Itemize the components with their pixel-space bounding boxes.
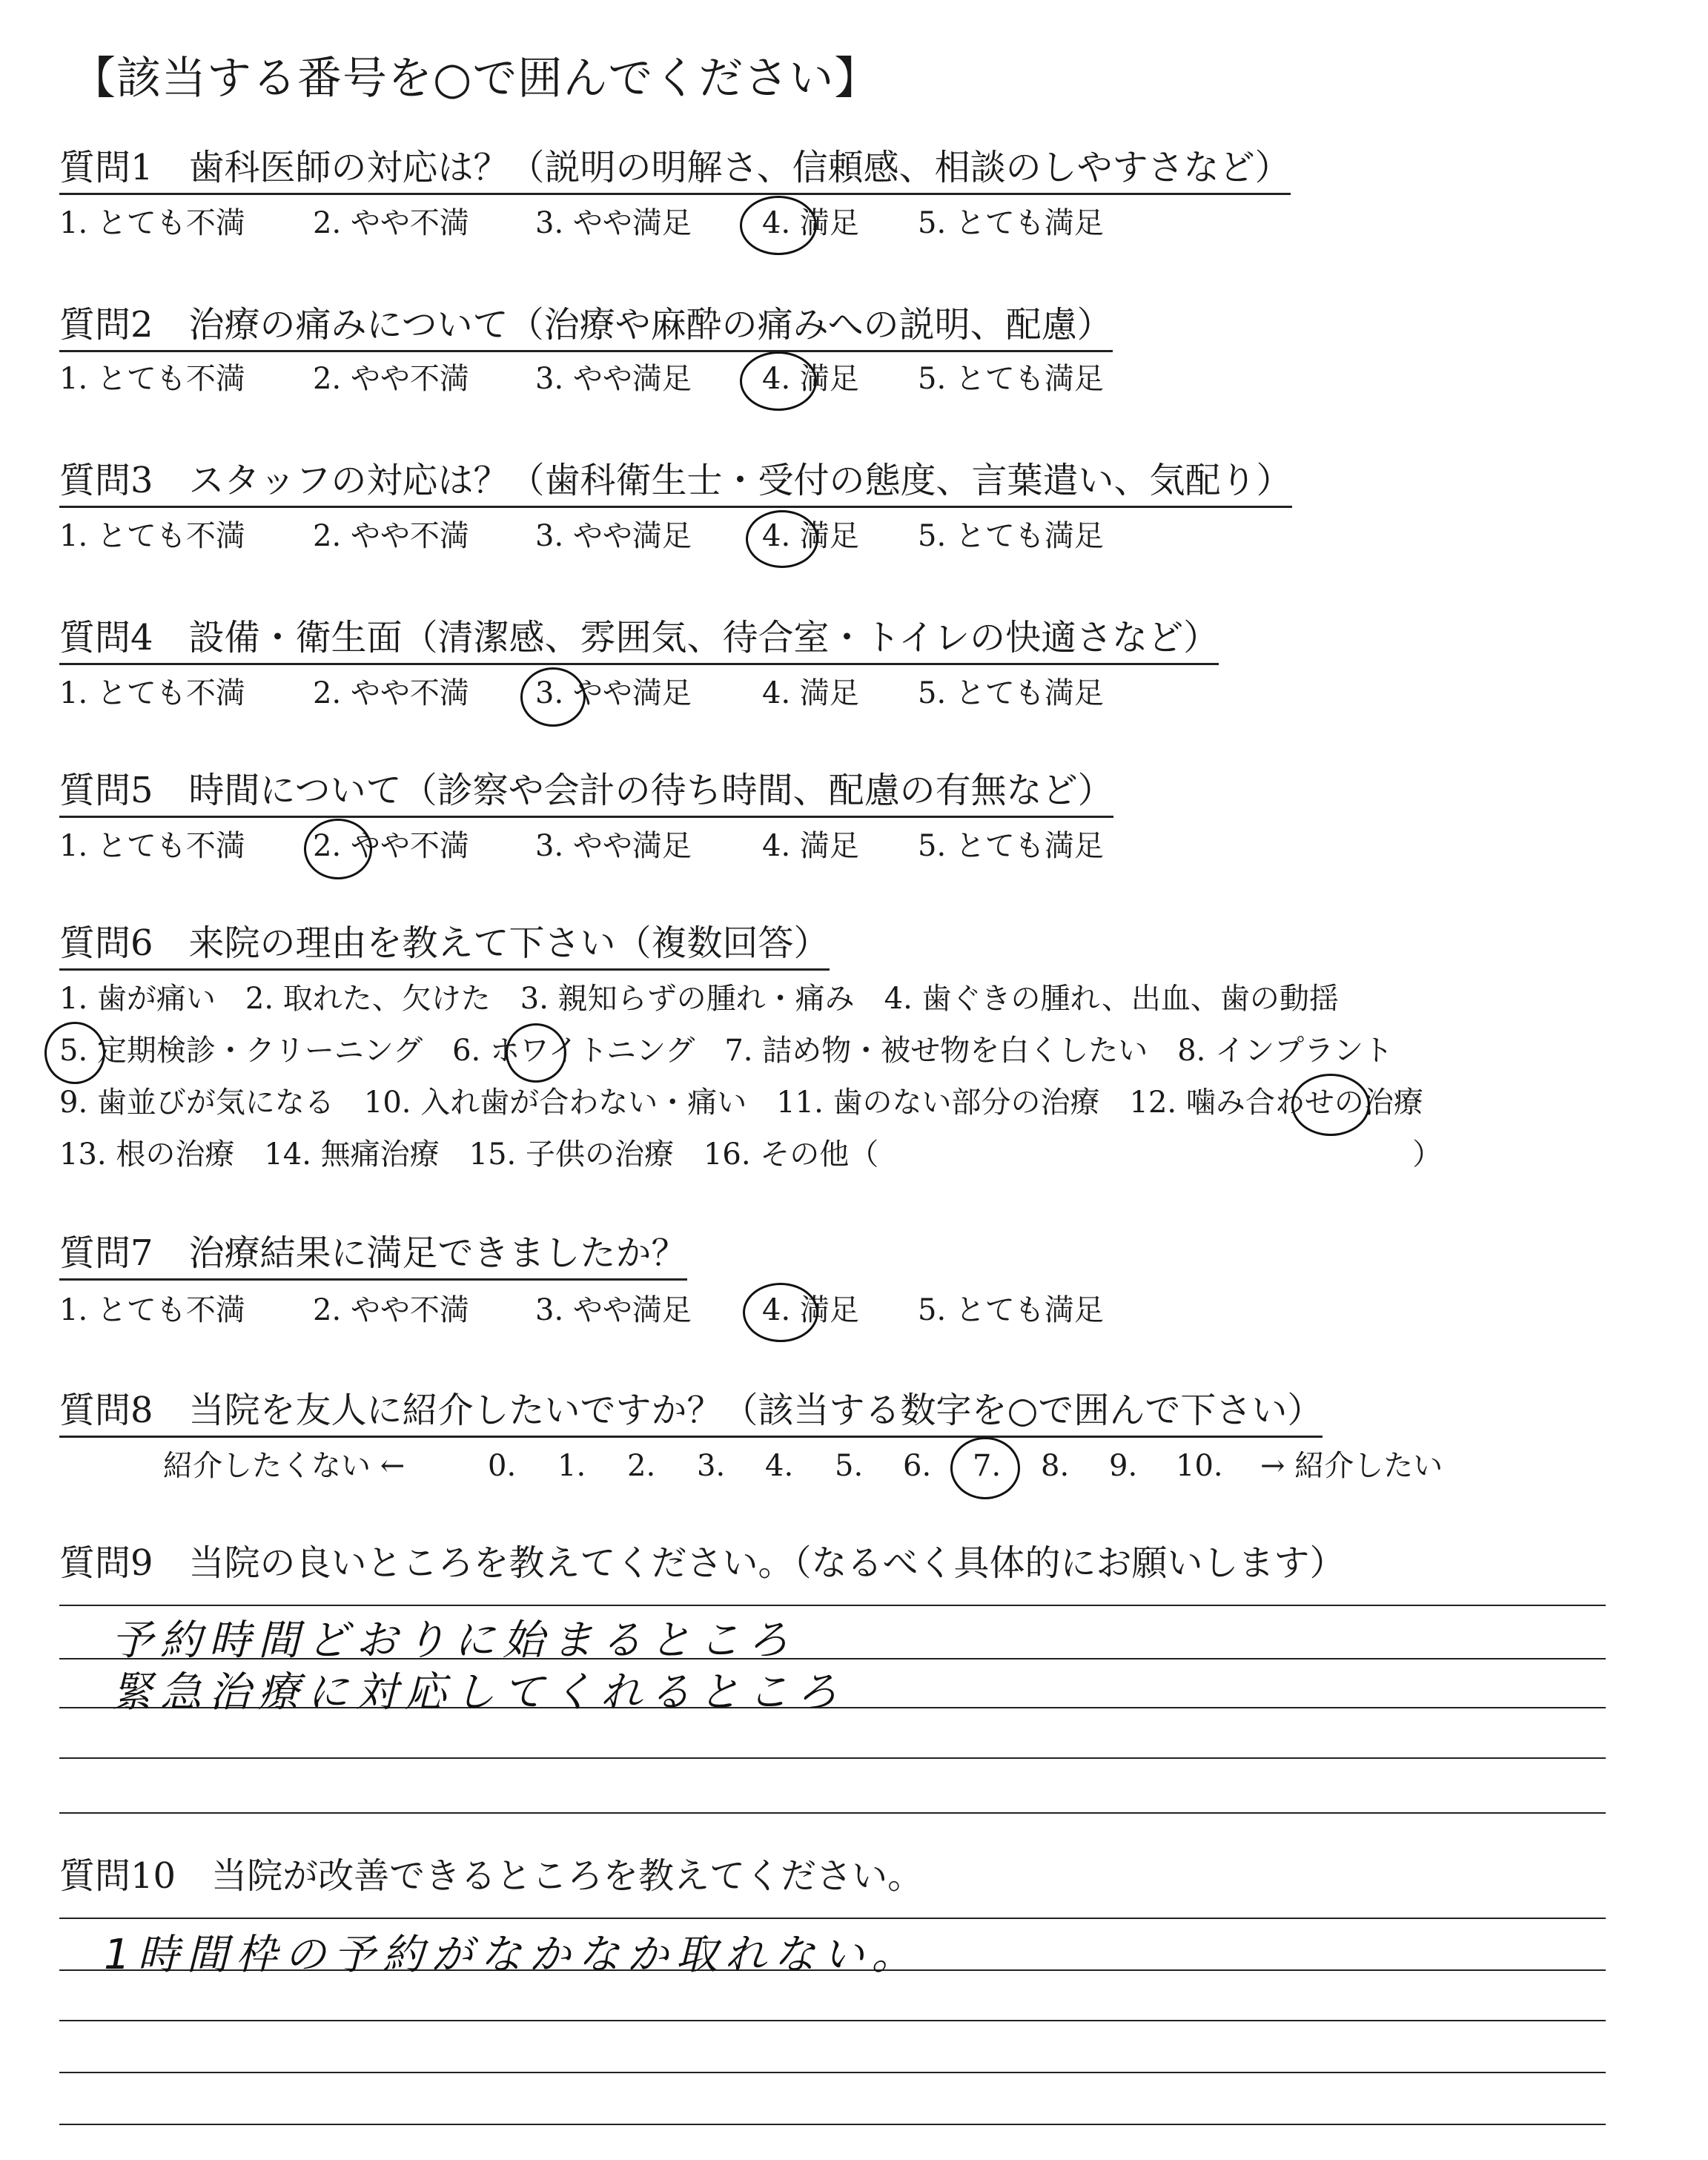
q6-option-row-3[interactable]: 9. 歯並びが気になる 10. 入れ歯が合わない・痛い 11. 歯のない部分の治療 12. 噛み合わせの治療 [59,1086,1423,1120]
option-1[interactable]: 1. とても不満 [59,1293,245,1327]
answer-line [59,2072,1606,2073]
option-1[interactable]: 1. とても不満 [59,206,245,240]
question-6-heading: 質問6 来院の理由を教えて下さい（複数回答） [59,921,830,971]
option-2[interactable]: 2. やや不満 [313,676,469,710]
option-3[interactable]: 3. やや満足 [535,362,692,396]
answer-line [59,1918,1606,1919]
q8-option-10[interactable]: 10. [1176,1449,1223,1483]
question-3-heading: 質問3 スタッフの対応は？（歯科衛生士・受付の態度、言葉遣い、気配り） [59,458,1292,508]
question-4-heading: 質問4 設備・衛生面（清潔感、雰囲気、待合室・トイレの快適さなど） [59,615,1219,665]
option-5[interactable]: 5. とても満足 [918,519,1104,553]
option-3[interactable]: 3. やや満足 [535,519,692,553]
q8-option-8[interactable]: 8. [1041,1449,1070,1483]
question-1-heading: 質問1 歯科医師の対応は？（説明の明解さ、信頼感、相談のしやすさなど） [59,145,1291,195]
option-5[interactable]: 5. とても満足 [918,829,1104,863]
q9-answer-line-1[interactable]: 予約時間どおりに始まるところ [111,1616,796,1665]
option-5[interactable]: 5. とても満足 [918,1293,1104,1327]
q8-option-9[interactable]: 9. [1109,1449,1138,1483]
answer-line [59,2020,1606,2021]
option-4[interactable]: 4. 満足 [762,676,859,710]
question-9-heading: 質問9 当院の良いところを教えてください。（なるべく具体的にお願いします） [59,1542,1345,1584]
q8-option-6[interactable]: 6. [903,1449,932,1483]
q8-option-3[interactable]: 3. [697,1449,726,1483]
option-1[interactable]: 1. とても不満 [59,829,245,863]
option-2[interactable]: 2. やや不満 [313,362,469,396]
option-3[interactable]: 3. やや満足 [535,1293,692,1327]
option-3[interactable]: 3. やや満足 [535,676,692,710]
option-5[interactable]: 5. とても満足 [918,206,1104,240]
q6-option-row-2[interactable]: 5. 定期検診・クリーニング 6. ホワイトニング 7. 詰め物・被せ物を白くしたい 8. インプラント [59,1034,1394,1068]
q8-option-0[interactable]: 0. [488,1449,517,1483]
option-2[interactable]: 2. やや不満 [313,206,469,240]
q10-answer-line-1[interactable]: 1時間枠の予約がなかなか取れない。 [104,1931,921,1979]
q6-option-row-4[interactable]: 13. 根の治療 14. 無痛治療 15. 子供の治療 16. その他（ ） [59,1137,1443,1172]
answer-line [59,1605,1606,1606]
q8-option-1[interactable]: 1. [557,1449,586,1483]
q8-option-2[interactable]: 2. [627,1449,656,1483]
option-2[interactable]: 2. やや不満 [313,1293,469,1327]
question-7-heading: 質問7 治療結果に満足できましたか？ [59,1231,687,1281]
q8-option-5[interactable]: 5. [835,1449,864,1483]
option-1[interactable]: 1. とても不満 [59,676,245,710]
answer-line [59,2124,1606,2125]
option-5[interactable]: 5. とても満足 [918,676,1104,710]
q9-answer-line-2[interactable]: 緊急治療に対応してくれるところ [111,1668,845,1717]
option-4[interactable]: 4. 満足 [762,362,859,396]
option-1[interactable]: 1. とても不満 [59,519,245,553]
option-2[interactable]: 2. やや不満 [313,519,469,553]
option-2[interactable]: 2. やや不満 [313,829,469,863]
page-title: 【該当する番号を○で囲んでください】 [71,53,880,105]
option-3[interactable]: 3. やや満足 [535,206,692,240]
answer-line [59,1812,1606,1814]
option-4[interactable]: 4. 満足 [762,206,859,240]
q8-left-label: 紹介したくない ← [163,1449,406,1483]
option-4[interactable]: 4. 満足 [762,519,859,553]
question-8-heading: 質問8 当院を友人に紹介したいですか？（該当する数字を○で囲んで下さい） [59,1388,1323,1438]
q8-right-label: → 紹介したい [1260,1449,1443,1483]
question-10-heading: 質問10 当院が改善できるところを教えてください。 [59,1855,924,1897]
question-2-heading: 質問2 治療の痛みについて（治療や麻酔の痛みへの説明、配慮） [59,303,1113,352]
q6-option-row-1[interactable]: 1. 歯が痛い 2. 取れた、欠けた 3. 親知らずの腫れ・痛み 4. 歯ぐきの腫れ、出血、歯の動揺 [59,982,1339,1016]
question-5-heading: 質問5 時間について（診察や会計の待ち時間、配慮の有無など） [59,768,1113,818]
option-3[interactable]: 3. やや満足 [535,829,692,863]
option-4[interactable]: 4. 満足 [762,1293,859,1327]
option-1[interactable]: 1. とても不満 [59,362,245,396]
option-4[interactable]: 4. 満足 [762,829,859,863]
q8-option-7[interactable]: 7. [973,1449,1002,1483]
q8-option-4[interactable]: 4. [765,1449,794,1483]
answer-line [59,1757,1606,1759]
option-5[interactable]: 5. とても満足 [918,362,1104,396]
